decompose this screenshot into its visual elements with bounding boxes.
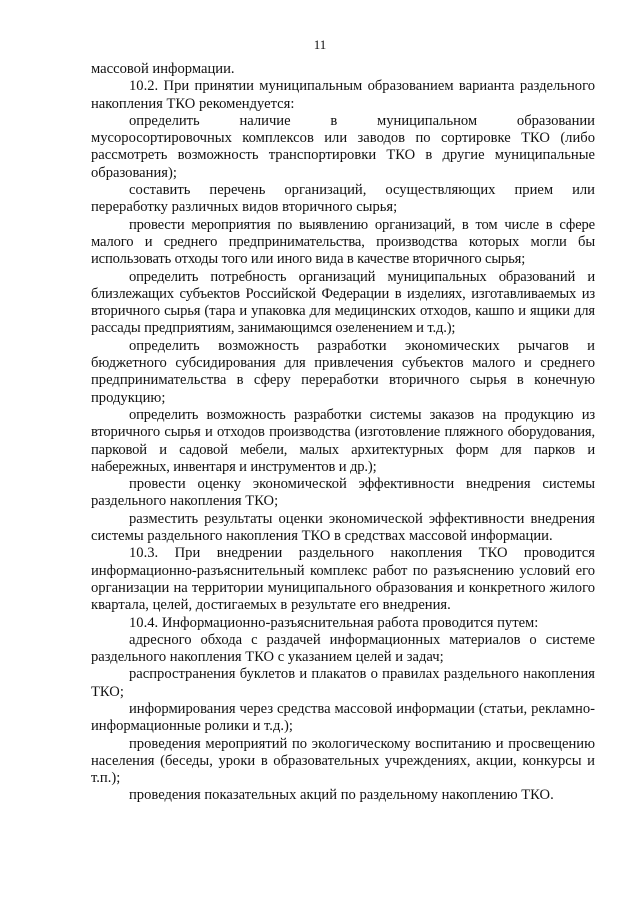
list-item-product-demand: определить потребность организаций муниципальных образований и близлежащих субъектов Российской Федерации в изделиях, изготавливаемых из вторичного сырья (тара и упаковка для медицинских отходов, кашпо и ящики для рассады предприятиям, занимающимся озеленением и т.д.); [91,268,595,337]
list-item-sorting-facilities: определить наличие в муниципальном образовании мусоросортировочных комплексов или заводов по сортировке ТКО (либо рассмотреть возможность транспортировки ТКО в другие муниципальные образования); [91,112,595,181]
page-number: 11 [313,37,327,52]
document-body [91,61,595,805]
list-item-order-system: определить возможность разработки системы заказов на продукцию из вторичного сырья и отходов производства (изготовление пляжного оборудования, парковой и садовой мебели, малых архитектурных форм для парков и набережных, инвентаря и инструментов и др.); [91,406,595,475]
paragraph-10-2: 10.2. При принятии муниципальным образованием варианта раздельного накопления ТКО рекомендуется: [91,78,595,112]
list-item-efficiency-assessment: провести оценку экономической эффективности внедрения системы раздельного накопления ТКО; [91,476,595,510]
list-item-economic-levers: определить возможность разработки экономических рычагов и бюджетного субсидирования для привлечения субъектов малого и среднего предпринимательства в сферу переработки вторичного сырья в конечную продукцию; [91,337,595,406]
list-item-booklets: распространения буклетов и плакатов о правилах раздельного накопления ТКО; [91,666,595,700]
list-item-eco-education: проведения мероприятий по экологическому воспитанию и просвещению населения (беседы, уроки в образовательных учреждениях, акции, конкурсы и т.п.); [91,735,595,787]
paragraph-10-3: 10.3. При внедрении раздельного накопления ТКО проводится информационно-разъяснительный комплекс работ по разъяснению условий его организации на территории муниципального образования и конкретного жилого квартала, целей, достигаемых в результате его внедрения. [91,545,595,614]
list-item-publish-results: разместить результаты оценки экономической эффективности внедрения системы раздельного накопления ТКО в средствах массовой информации. [91,510,595,545]
list-item-door-to-door: адресного обхода с раздачей информационных материалов о системе раздельного накопления ТКО с указанием целей и задач; [91,631,595,666]
paragraph-10-4: 10.4. Информационно-разъяснительная работа проводится путем: [129,614,539,631]
list-item-organizations-list: составить перечень организаций, осуществляющих прием или переработку различных видов вторичного сырья; [91,182,595,216]
list-item-media: информирования через средства массовой информации (статьи, рекламно-информационные ролики и т.д.); [91,700,595,735]
list-item-demonstration-actions: проведения показательных акций по раздельному накоплению ТКО. [129,787,554,804]
list-item-identify-organizations: провести мероприятия по выявлению организаций, в том числе в сфере малого и среднего предпринимательства, производства которых могли бы использовать отходы того или иного вида в качестве вторичного сырья; [91,216,595,268]
paragraph-continuation: массовой информации. [91,61,235,77]
